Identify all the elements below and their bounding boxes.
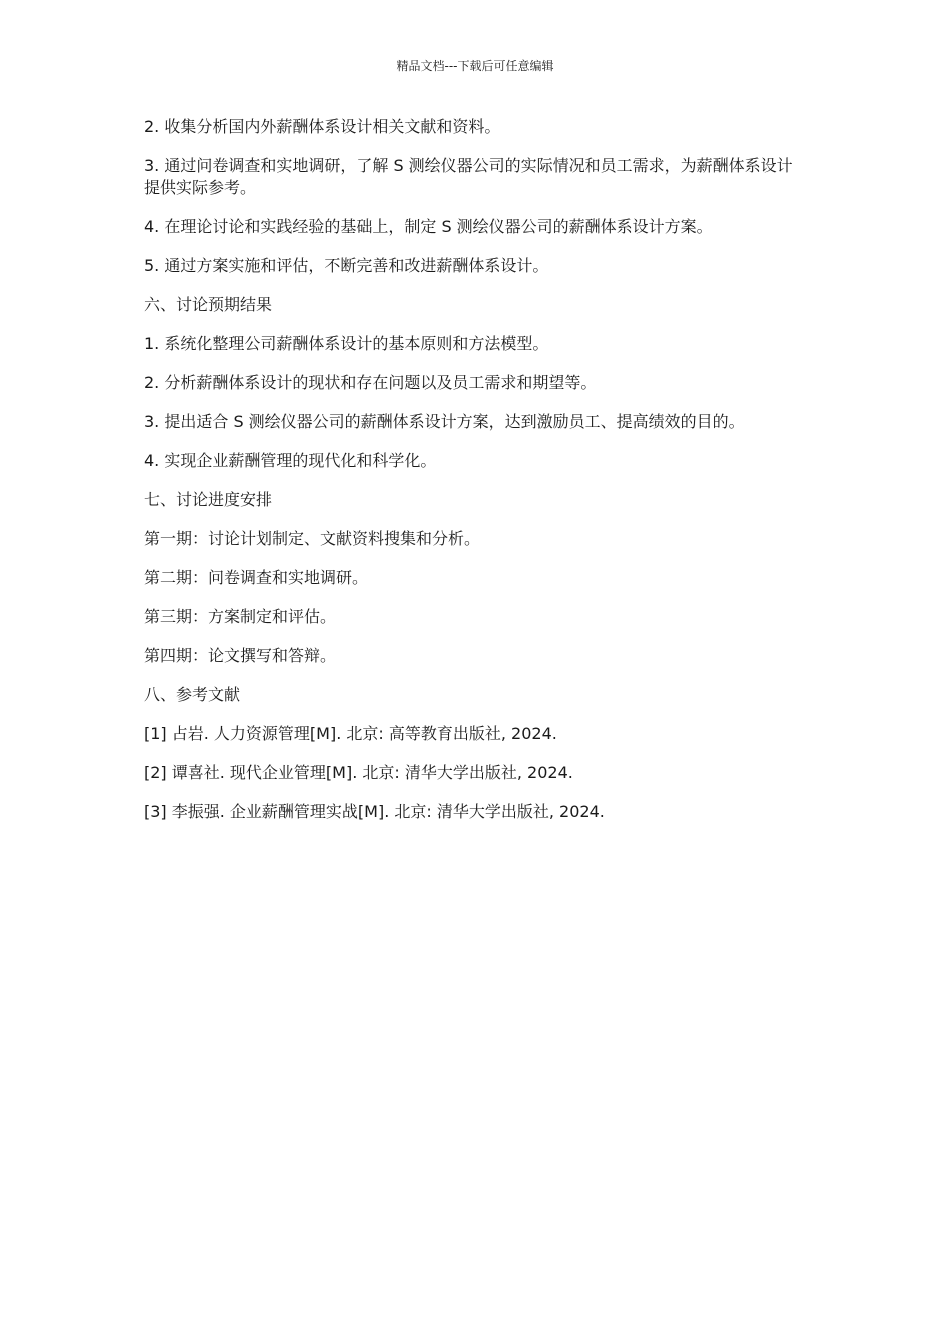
result-item-3: 3. 提出适合 S 测绘仪器公司的薪酬体系设计方案，达到激励员工、提高绩效的目的。 xyxy=(144,412,745,431)
schedule-phase-3: 第三期：方案制定和评估。 xyxy=(144,607,337,626)
schedule-phase-1: 第一期：讨论计划制定、文献资料搜集和分析。 xyxy=(144,529,481,548)
page-header: 精品文档---下载后可任意编辑 xyxy=(396,59,554,73)
section-heading-references: 八、参考文献 xyxy=(144,685,241,704)
document-body xyxy=(144,116,808,840)
method-item-2: 2. 收集分析国内外薪酬体系设计相关文献和资料。 xyxy=(144,117,501,136)
result-item-4: 4. 实现企业薪酬管理的现代化和科学化。 xyxy=(144,451,437,470)
section-heading-expected-results: 六、讨论预期结果 xyxy=(144,295,273,314)
reference-1: [1] 占岩. 人力资源管理[M]. 北京: 高等教育出版社, 2024. xyxy=(144,724,557,743)
section-heading-schedule: 七、讨论进度安排 xyxy=(144,490,273,509)
reference-3: [3] 李振强. 企业薪酬管理实战[M]. 北京: 清华大学出版社, 2024. xyxy=(144,802,605,821)
result-item-1: 1. 系统化整理公司薪酬体系设计的基本原则和方法模型。 xyxy=(144,334,549,353)
reference-2: [2] 谭喜社. 现代企业管理[M]. 北京: 清华大学出版社, 2024. xyxy=(144,763,573,782)
schedule-phase-2: 第二期：问卷调查和实地调研。 xyxy=(144,568,369,587)
method-item-4: 4. 在理论讨论和实践经验的基础上，制定 S 测绘仪器公司的薪酬体系设计方案。 xyxy=(144,217,713,236)
schedule-phase-4: 第四期：论文撰写和答辩。 xyxy=(144,646,337,665)
method-item-3: 3. 通过问卷调查和实地调研，了解 S 测绘仪器公司的实际情况和员工需求，为薪酬体系设计提供实际参考。 xyxy=(144,156,793,197)
method-item-5: 5. 通过方案实施和评估，不断完善和改进薪酬体系设计。 xyxy=(144,256,549,275)
result-item-2: 2. 分析薪酬体系设计的现状和存在问题以及员工需求和期望等。 xyxy=(144,373,597,392)
